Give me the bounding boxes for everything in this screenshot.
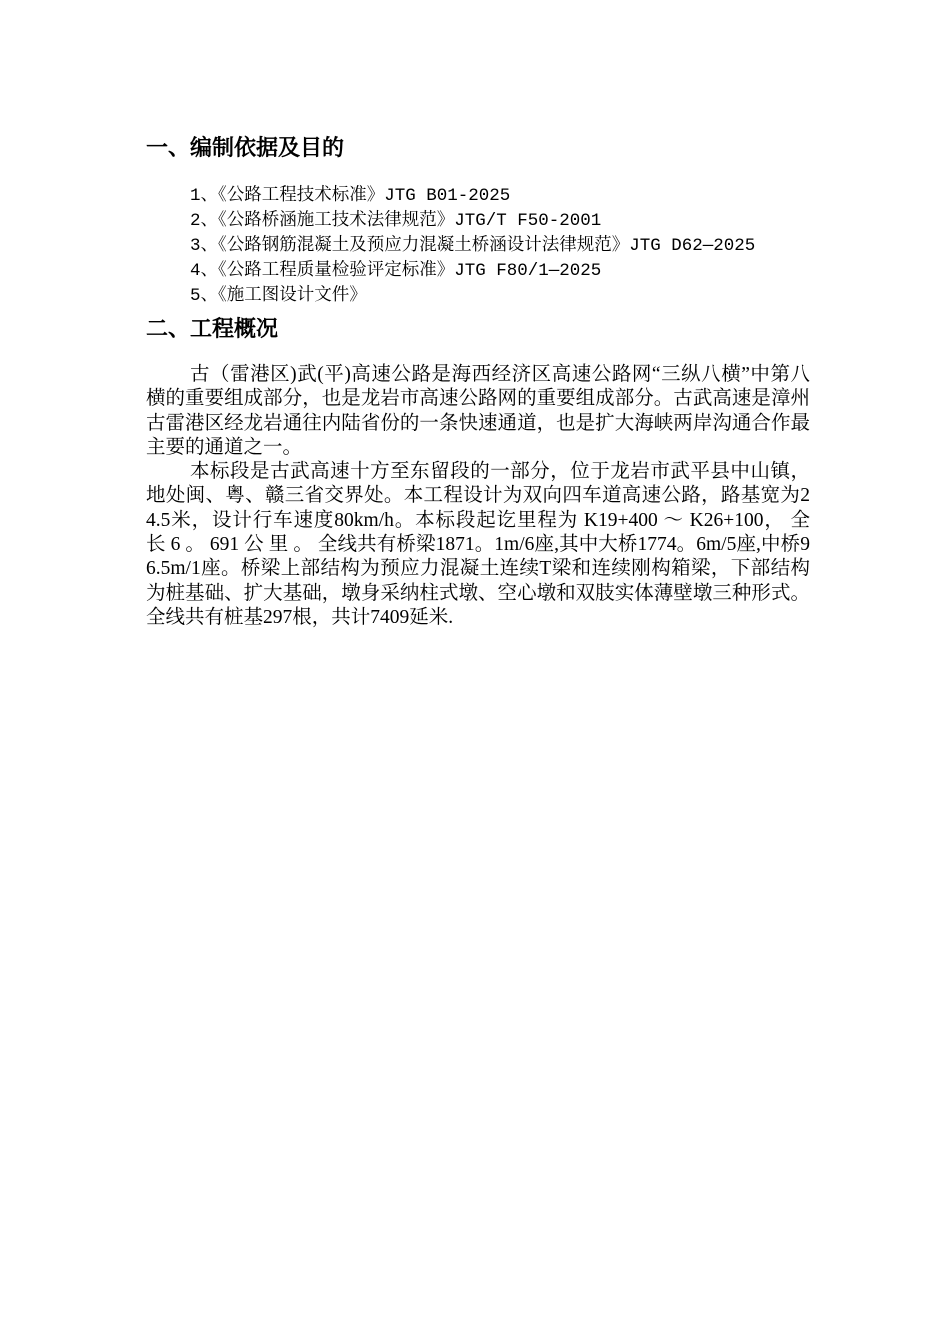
overview-paragraph: 古（雷港区)武(平)高速公路是海西经济区高速公路网“三纵八横”中第八横的重要组成部分，也是龙岩市高速公路网的重要组成部分。古武高速是漳州古雷港区经龙岩通往内陆省份的一条快速通道，也是扩大海峡两岸沟通合作最主要的通道之一。	[146, 364, 810, 458]
overview-paragraph: 本标段是古武高速十方至东留段的一部分，位于龙岩市武平县中山镇，地处闽、粤、赣三省交界处。本工程设计为双向四车道高速公路，路基宽为24.5米，设计行车速度80km/h。本标段起讫里程为 K19+400 ～ K26+100， 全 长 6 。 691 公 里 。 全线共有桥梁1871。1m/6座,其中大桥1774。6m/5座,中桥96.5m/1座。桥梁上部结构为预应力混凝土连续T梁和连续刚构箱梁，下部结构为桩基础、扩大基础，墩身采纳柱式墩、空心墩和双肢实体薄壁墩三种形式。全线共有桩基297根，共计7409延米.	[146, 461, 810, 628]
section-heading-overview: 二、工程概况	[146, 317, 279, 342]
reference-list	[146, 184, 810, 309]
document-body	[146, 130, 810, 630]
reference-item: 4、《公路工程质量检验评定标准》JTG F80/1—2025	[190, 261, 602, 281]
reference-item: 2、《公路桥涵施工技术法律规范》JTG/T F50-2001	[190, 211, 602, 231]
reference-item: 1、《公路工程技术标准》JTG B01-2025	[190, 186, 511, 206]
reference-item: 5、《施工图设计文件》	[190, 286, 367, 306]
section-heading-basis: 一、编制依据及目的	[146, 136, 345, 161]
reference-item: 3、《公路钢筋混凝土及预应力混凝土桥涵设计法律规范》JTG D62—2025	[190, 236, 756, 256]
